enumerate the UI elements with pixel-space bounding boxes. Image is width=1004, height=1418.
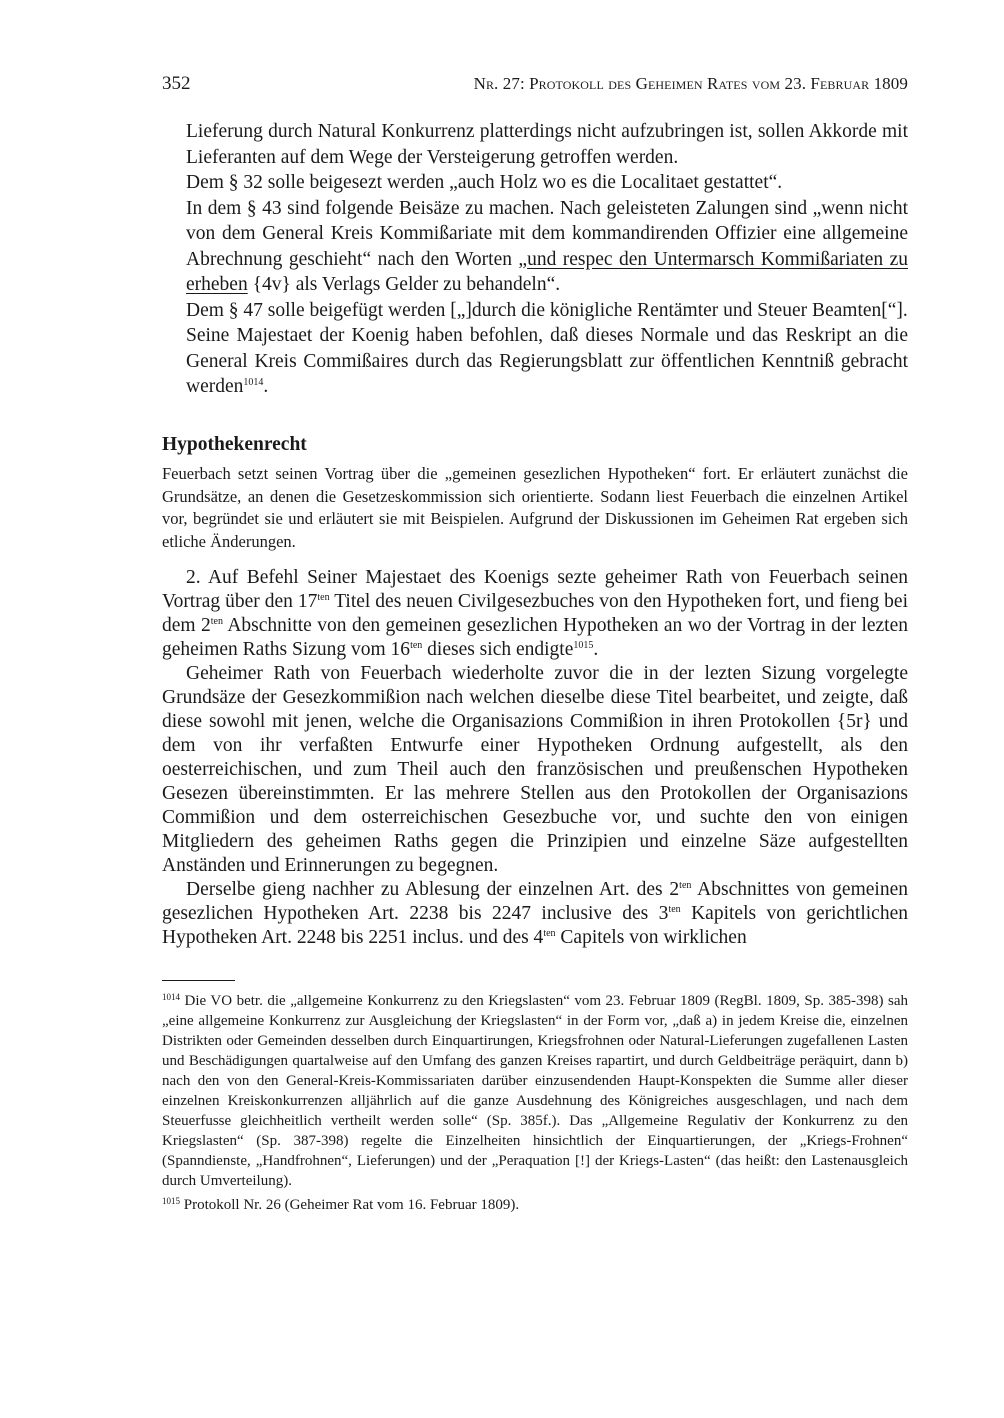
footnote-reference[interactable]: 1014 bbox=[243, 377, 264, 388]
protocol-paragraph: Lieferung durch Natural Konkurrenz platterdings nicht aufzubringen ist, sollen Akkorde mit Lieferanten auf dem Wege der Versteigerung getroffen werden. bbox=[186, 121, 908, 168]
page-header bbox=[162, 73, 908, 99]
footnotes bbox=[162, 991, 908, 1219]
footnote-reference[interactable]: 1015 bbox=[573, 640, 594, 651]
text-span: Capitels von wirklichen bbox=[555, 927, 747, 948]
ordinal-suffix: ten bbox=[543, 928, 556, 939]
text-span: In dem § 43 sind folgende Beisäze zu machen. Nach geleisteten Zalungen sind „wenn nicht von dem General Kreis Kommißariate mit dem kommandirenden Offizier eine allgemeine Abrechnung geschieht“ nach den Worten „ bbox=[186, 197, 908, 270]
footnote bbox=[162, 1195, 908, 1215]
footnote bbox=[162, 991, 908, 1191]
ordinal-suffix: ten bbox=[210, 616, 223, 627]
text-span: Kapitels von gerichtlichen Hypotheken Art. 2248 bis 2251 inclus. und des 4 bbox=[162, 903, 908, 948]
ordinal-suffix: ten bbox=[317, 592, 330, 603]
text-span: Titel des neuen Civilgesezbuches von den Hypotheken fort, und fieng bei dem 2 bbox=[162, 591, 908, 636]
protocol-paragraph: Dem § 47 solle beigefügt werden [„]durch die königliche Rentämter und Steuer Beamten[“]. bbox=[186, 299, 908, 321]
ordinal-suffix: ten bbox=[410, 640, 423, 651]
body-paragraph bbox=[162, 566, 908, 662]
text-span: dieses sich endigte bbox=[422, 639, 574, 660]
page-number: 352 bbox=[162, 73, 191, 94]
footnote-number: 1014 bbox=[162, 992, 180, 1002]
footnote-divider bbox=[162, 980, 235, 981]
section-heading: Hypothekenrecht bbox=[162, 434, 307, 455]
text-span: Abschnitte von den gemeinen gesezlichen Hypotheken an wo der Vortrag in der lezten geheimen Raths Sizung vom 16 bbox=[162, 615, 909, 660]
text-span: Abschnittes von gemeinen gesezlichen Hypotheken Art. 2238 bis 2247 inclusive des 3 bbox=[162, 879, 908, 924]
text-span: Seine Majestaet der Koenig haben befohlen, daß dieses Normale und das Reskript an die General Kreis Commißaires durch das Regierungsblatt zur öffentlichen Kenntniß gebracht werden bbox=[186, 325, 908, 397]
ordinal-suffix: ten bbox=[679, 880, 692, 891]
text-span: {4v} als Verlags Gelder zu behandeln“. bbox=[247, 274, 561, 295]
text-span: Derselbe gieng nachher zu Ablesung der einzelnen Art. des 2 bbox=[186, 879, 680, 900]
underlined-text: und respec den Untermarsch Kommißariaten zu erheben bbox=[186, 248, 908, 295]
body-paragraph: Geheimer Rath von Feuerbach wiederholte zuvor die in der lezten Sizung vorgelegte Grundsäze der Gesezkommißion nach welchen dieselbe diese Titel bearbeitet, und zeigte, daß diese sowohl mit jenen, welche die Organisazions Commißion in ihren Protokollen {5r} und dem von ihr verfaßten Entwurfe einer Hypotheken Ordnung aufgestellt, als den oesterreichischen, und zum Theil auch den französischen und preußenschen Hypotheken Gesezen übereinstimmten. Er las mehrere Stellen aus den Protokollen der Organisazions Commißion und dem osterreichischen Gesezbuche vor, und suchte den von einigen Mitgliedern des geheimen Raths gegen die Prinzipien und einzelne Säze aufgestellten Anständen und Erinnerungen zu begegnen. bbox=[162, 663, 908, 876]
protocol-paragraph: Dem § 32 solle beigesezt werden „auch Holz wo es die Localitaet gestattet“. bbox=[186, 172, 783, 193]
text-span: 2. Auf Befehl Seiner Majestaet des Koenigs sezte geheimer Rath von Feuerbach seinen Vortrag über den 17 bbox=[162, 567, 908, 612]
body-text bbox=[162, 566, 908, 950]
section-summary: Feuerbach setzt seinen Vortrag über die „gemeinen gesezlichen Hypotheken“ fort. Er erläutert zunächst die Grundsätze, an denen die Gesetzeskommission sich orientierte. Sodann liest Feuerbach die einzelnen Artikel vor, begründet sie und erläutert sie mit Beispielen. Aufgrund der Diskussionen im Geheimen Rat ergeben sich etliche Änderungen. bbox=[162, 464, 908, 551]
text-span: . bbox=[263, 376, 269, 397]
footnote-text: Die VO betr. die „allgemeine Konkurrenz zu den Kriegslasten“ vom 23. Februar 1809 (RegBl. 1809, Sp. 385-398) sah „eine allgemeine Konkurrenz zur Ausgleichung der Kriegslasten“ in der Form vor, „daß a) in jedem Kreise die, einzelnen Distrikten oder Gemeinden desselben durch Einquartirungen, Kriegsfrohnen oder Natural-Lieferungen zugefallenen Lasten und Beschädigungen quartalweise auf den Umfang des ganzen Kreises rapartirt, und durch Geldbeiträge peräquirt, dann b) nach den von den General-Kreis-Kommissariaten darüber einzusendenden Haupt-Konspekten die Summe aller dieser einzelnen Kreiskonkurrenzen alljährlich auf die ganze Ausdehnung des Königreiches ausgeschlagen, und nach dem Steuerfusse gleichheitlich vertheilt werden solle“ (Sp. 385f.). Das „Allgemeine Regulativ der Konkurrenz zu den Kriegslasten“ (Sp. 387-398) regelte die Einzelheiten hinsichtlich der Einquartierungen, der „Kriegs-Frohnen“ (Spanndienste, „Handfrohnen“, Lieferungen) und der „Peraquation [!] der Kriegs-Lasten“ (das heißt: den Lastenausgleich durch Umverteilung). bbox=[162, 993, 908, 1189]
text-span: . bbox=[593, 639, 599, 660]
ordinal-suffix: ten bbox=[668, 904, 681, 915]
body-paragraph bbox=[162, 878, 908, 950]
protocol-excerpt bbox=[186, 119, 908, 400]
footnote-text: Protokoll Nr. 26 (Geheimer Rat vom 16. Februar 1809). bbox=[180, 1197, 520, 1213]
protocol-paragraph bbox=[186, 196, 908, 298]
protocol-paragraph bbox=[186, 323, 908, 400]
running-title: Nr. 27: Protokoll des Geheimen Rates vom 23. Februar 1809 bbox=[473, 74, 908, 93]
footnote-number: 1015 bbox=[162, 1196, 180, 1206]
